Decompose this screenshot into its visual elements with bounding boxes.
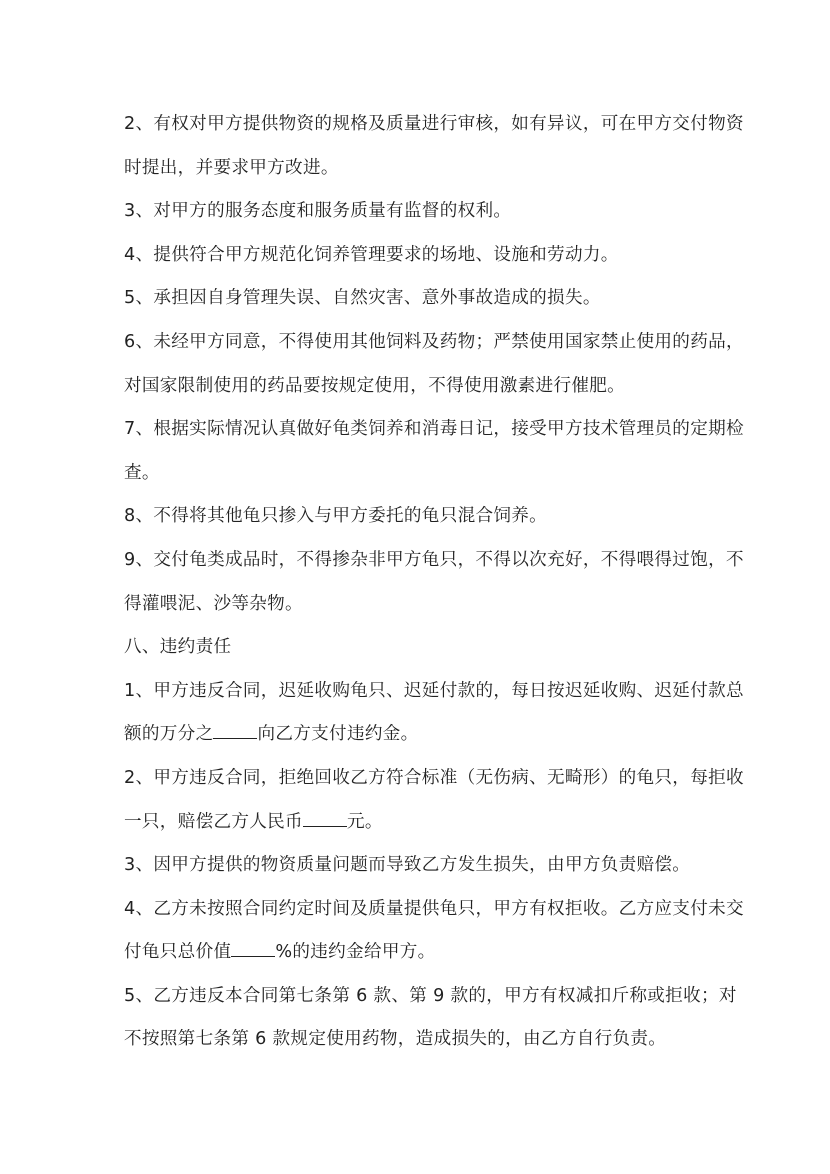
- text-segment: 向乙方支付违约金。: [257, 724, 419, 745]
- fill-in-blank: [213, 720, 257, 739]
- document-page: [124, 110, 744, 1069]
- text-line: 9、交付龟类成品时，不得掺杂非甲方龟只，不得以次充好，不得喂得过饱，不: [124, 549, 744, 570]
- text-line: [124, 720, 724, 764]
- text-line: 查。: [124, 462, 160, 483]
- text-line: 4、乙方未按照合同约定时间及质量提供龟只，甲方有权拒收。乙方应支付未交: [124, 898, 744, 919]
- text-segment: 额的万分之: [124, 724, 214, 745]
- text-line: [124, 938, 724, 982]
- text-line: 6、未经甲方同意，不得使用其他饲料及药物；严禁使用国家禁止使用的药品，: [124, 331, 744, 352]
- text-line: 4、提供符合甲方规范化饲养管理要求的场地、设施和劳动力。: [124, 244, 619, 265]
- text-line: 7、根据实际情况认真做好龟类饲养和消毒日记，接受甲方技术管理员的定期检: [124, 419, 744, 440]
- text-line: 5、承担因自身管理失误、自然灾害、意外事故造成的损失。: [124, 288, 601, 309]
- text-line: 3、对甲方的服务态度和服务质量有监督的权利。: [124, 201, 512, 222]
- text-line: 3、因甲方提供的物资质量问题而导致乙方发生损失，由甲方负责赔偿。: [124, 855, 691, 876]
- text-segment: 付龟只总价值: [124, 942, 232, 963]
- text-line: 2、有权对甲方提供物资的规格及质量进行审核，如有异议，可在甲方交付物资: [124, 114, 744, 134]
- text-line: 时提出，并要求甲方改进。: [124, 157, 339, 178]
- text-segment: 一只，赔偿乙方人民币: [124, 811, 303, 832]
- fill-in-blank: [303, 808, 347, 827]
- text-line: 得灌喂泥、沙等杂物。: [124, 593, 303, 614]
- text-line: 2、甲方违反合同，拒绝回收乙方符合标准（无伤病、无畸形）的龟只，每拒收: [124, 767, 744, 788]
- text-line: [124, 808, 724, 852]
- text-line: 1、甲方违反合同，迟延收购龟只、迟延付款的，每日按迟延收购、迟延付款总: [124, 680, 744, 701]
- text-line: 5、乙方违反本合同第七条第 6 款、第 9 款的，甲方有权减扣斤称或拒收；对: [124, 985, 737, 1006]
- text-line: 8、不得将其他龟只掺入与甲方委托的龟只混合饲养。: [124, 506, 548, 527]
- text-segment: 元。: [346, 811, 383, 832]
- text-line: 对国家限制使用的药品要按规定使用，不得使用激素进行催肥。: [124, 375, 626, 396]
- text-line: 不按照第七条第 6 款规定使用药物，造成损失的，由乙方自行负责。: [124, 1029, 667, 1050]
- fill-in-blank: [231, 938, 275, 957]
- text-segment: %的违约金给甲方。: [275, 942, 436, 963]
- section-heading: 八、违约责任: [124, 637, 232, 658]
